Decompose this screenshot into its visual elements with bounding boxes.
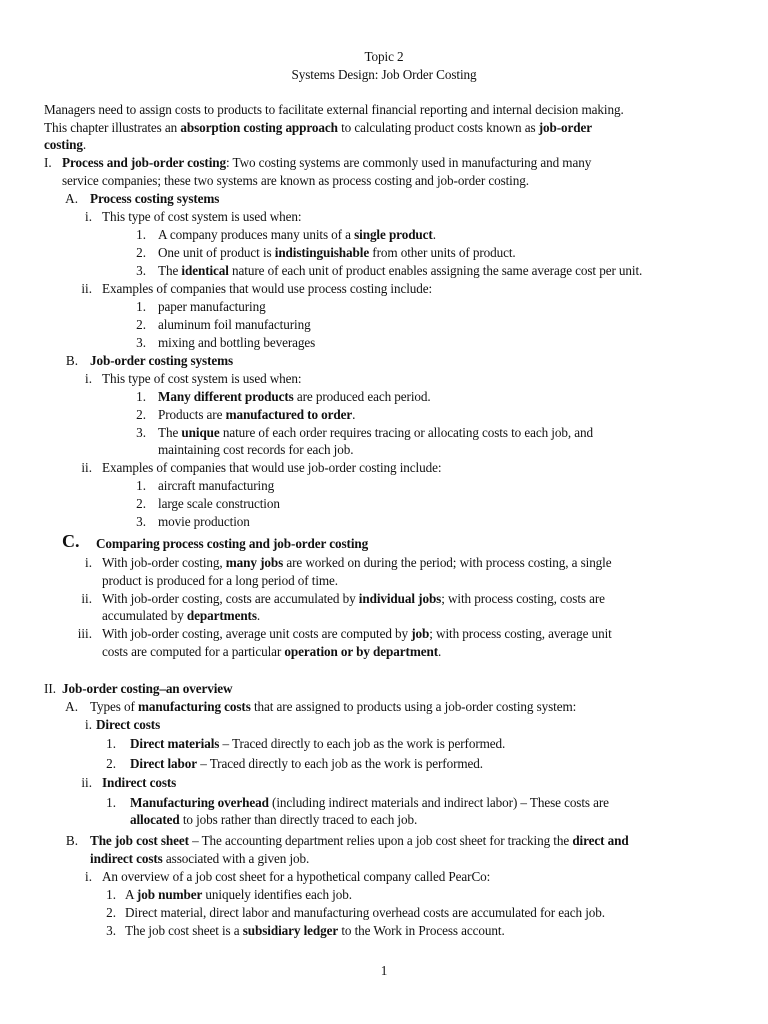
list-number: 3.: [136, 263, 146, 278]
list-number: 1.: [106, 887, 116, 902]
section-1c-ii-number: ii.: [81, 591, 92, 606]
page-title: Systems Design: Job Order Costing: [291, 67, 477, 82]
list-number: 3.: [136, 335, 146, 350]
section-1a-ii-text: Examples of companies that would use process costing include:: [102, 281, 433, 296]
list-number: 2.: [136, 317, 146, 332]
section-2b-number: B.: [65, 833, 78, 848]
list-item: Products are manufactured to order.: [158, 407, 356, 422]
list-item: The unique nature of each order requires tracing or allocating costs to each job, and: [158, 425, 593, 440]
section-1c-i-number: i.: [85, 555, 92, 570]
section-1b-ii-text: Examples of companies that would use job-order costing include:: [102, 460, 442, 475]
section-2b-continuation: indirect costs associated with a given job.: [90, 851, 310, 866]
list-item-continuation: maintaining cost records for each job.: [158, 442, 354, 457]
list-number: 1.: [106, 795, 116, 810]
list-number: 2.: [136, 407, 146, 422]
list-number: 3.: [136, 514, 146, 529]
list-number: 2.: [136, 496, 146, 511]
list-item: Direct material, direct labor and manufacturing overhead costs are accumulated for each job.: [125, 905, 605, 920]
section-1a-i-number: i.: [85, 209, 92, 224]
list-item: The identical nature of each unit of product enables assigning the same average cost per unit.: [158, 263, 643, 278]
section-1c-heading: Comparing process costing and job-order costing: [96, 536, 369, 551]
section-2a-i-heading: Direct costs: [96, 717, 161, 732]
list-item: large scale construction: [158, 496, 280, 511]
list-item: Direct materials – Traced directly to each job as the work is performed.: [130, 736, 506, 751]
section-1b-i-number: i.: [85, 371, 92, 386]
section-1b-heading: Job-order costing systems: [90, 353, 234, 368]
list-item: Direct labor – Traced directly to each job as the work is performed.: [130, 756, 483, 771]
section-2b-i-text: An overview of a job cost sheet for a hypothetical company called PearCo:: [102, 869, 491, 884]
list-item: mixing and bottling beverages: [158, 335, 316, 350]
section-1a-number: A.: [65, 191, 78, 206]
list-item: A company produces many units of a single product.: [158, 227, 436, 242]
section-1-line-2: service companies; these two systems are known as process costing and job-order costing.: [62, 173, 529, 188]
list-number: 1.: [106, 736, 116, 751]
section-1b-ii-number: ii.: [81, 460, 92, 475]
intro-line-3: costing.: [44, 137, 87, 152]
intro-line-1: Managers need to assign costs to products to facilitate external financial reporting and internal decision making.: [44, 102, 624, 117]
section-1a-i-text: This type of cost system is used when:: [102, 209, 302, 224]
list-item: movie production: [158, 514, 250, 529]
page-number: 1: [380, 963, 388, 978]
list-number: 1.: [136, 389, 146, 404]
list-item: The job cost sheet is a subsidiary ledger to the Work in Process account.: [125, 923, 505, 938]
section-2a-ii-heading: Indirect costs: [102, 775, 177, 790]
section-1c-i-continuation: product is produced for a long period of time.: [102, 573, 339, 588]
section-2b-i-number: i.: [85, 869, 92, 884]
list-number: 1.: [136, 227, 146, 242]
section-1c-iii-text: With job-order costing, average unit costs are computed by job; with process costing, average unit: [102, 626, 612, 641]
list-item: paper manufacturing: [158, 299, 266, 314]
list-number: 2.: [106, 756, 116, 771]
section-2-heading: Job-order costing–an overview: [62, 681, 233, 696]
list-item: aircraft manufacturing: [158, 478, 275, 493]
list-item-continuation: allocated to jobs rather than directly traced to each job.: [130, 812, 418, 827]
list-item: aluminum foil manufacturing: [158, 317, 311, 332]
section-2a-ii-number: ii.: [81, 775, 92, 790]
topic-label: Topic 2: [364, 49, 404, 64]
section-2a-i-number: i.: [85, 717, 92, 732]
list-item: Manufacturing overhead (including indirect materials and indirect labor) – These costs are: [130, 795, 609, 810]
section-2a-number: A.: [65, 699, 78, 714]
section-2b-text: The job cost sheet – The accounting department relies upon a job cost sheet for tracking the direct and: [90, 833, 629, 848]
section-2a-text: Types of manufacturing costs that are assigned to products using a job-order costing system:: [90, 699, 577, 714]
section-1c-iii-continuation: costs are computed for a particular operation or by department.: [102, 644, 442, 659]
list-number: 3.: [136, 425, 146, 440]
list-number: 3.: [106, 923, 116, 938]
list-number: 2.: [136, 245, 146, 260]
section-2-number: II.: [44, 681, 57, 696]
list-item: Many different products are produced each period.: [158, 389, 431, 404]
section-1c-i-text: With job-order costing, many jobs are worked on during the period; with process costing, a single: [102, 555, 612, 570]
section-1c-ii-continuation: accumulated by departments.: [102, 608, 261, 623]
list-number: 1.: [136, 478, 146, 493]
section-1-number: I.: [44, 155, 52, 170]
list-number: 2.: [106, 905, 116, 920]
list-item: A job number uniquely identifies each job.: [125, 887, 352, 902]
list-number: 1.: [136, 299, 146, 314]
section-1c-number: C.: [62, 531, 80, 551]
section-1a-ii-number: ii.: [81, 281, 92, 296]
list-item: One unit of product is indistinguishable from other units of product.: [158, 245, 516, 260]
section-1a-heading: Process costing systems: [90, 191, 220, 206]
section-1c-ii-text: With job-order costing, costs are accumulated by individual jobs; with process costing, costs are: [102, 591, 605, 606]
intro-line-2: This chapter illustrates an absorption costing approach to calculating product costs known as job-order: [44, 120, 593, 135]
section-1b-i-text: This type of cost system is used when:: [102, 371, 302, 386]
section-1-heading: Process and job-order costing: Two costing systems are commonly used in manufacturing and many: [62, 155, 592, 170]
section-1c-iii-number: iii.: [77, 626, 92, 641]
section-1b-number: B.: [65, 353, 78, 368]
